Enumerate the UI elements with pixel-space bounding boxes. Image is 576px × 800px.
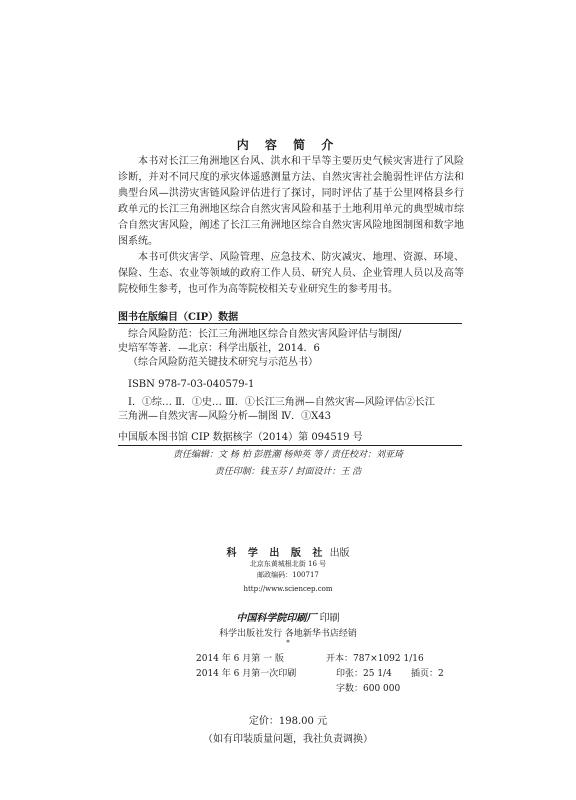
cip-bottom-rule xyxy=(118,445,462,446)
printing: 2014 年 6 月第一次印刷 xyxy=(196,669,297,679)
cip-classification-line: Ⅰ．①综… Ⅱ．①史… Ⅲ．①长江三角洲—自然灾害—风险评估②长江 xyxy=(128,397,435,408)
cip-line: 综合风险防范：长江三角洲地区综合自然灾害风险评估与制图/ xyxy=(128,329,402,340)
cip-record xyxy=(118,328,462,370)
edition-specs xyxy=(196,652,496,697)
cip-top-rule xyxy=(118,323,462,324)
price: 定价：198.00 元 xyxy=(248,716,328,727)
intro-paragraph: 本书对长江三角洲地区台风、洪水和干旱等主要历史气候灾害进行了风险诊断，并对不同尺度的承灾体遥感测量方法、自然灾害社会脆弱性评估方法和典型台风—洪涝灾害链风险评估进行了探讨，同时评估了基于公里网格县乡行政单元的长江三角洲地区综合自然灾害风险和基于土地利用单元的典型城市综合自然灾害风险，阐述了长江三角洲地区综合自然灾害风险地图制图和数字地图系统。 xyxy=(118,156,464,247)
publisher-address: 北京东黄城根北街 16 号 xyxy=(249,560,327,568)
cip-heading: 图书在版编目（CIP）数据 xyxy=(118,312,239,323)
publish-label: 出版 xyxy=(329,548,350,559)
cip-line: （综合风险防范关键技术研究与示范丛书） xyxy=(128,357,318,368)
sheets: 印张：25 1/4 xyxy=(336,669,392,679)
editor-credits: 责任编辑：文 杨 柏 彭胜潮 杨帅英 等 / 责任校对：刘亚琦 xyxy=(172,450,404,460)
publisher-name: 科 学 出 版 社 xyxy=(226,548,327,559)
spec-row xyxy=(196,667,496,682)
word-count: 字数：600 000 xyxy=(336,684,401,694)
edition: 2014 年 6 月第 一 版 xyxy=(196,654,284,664)
printer-line xyxy=(0,609,576,624)
cip-classification xyxy=(118,396,462,424)
inserts: 插页：2 xyxy=(411,669,444,679)
publisher-line xyxy=(0,544,576,559)
cip-line: 史培军等著．—北京：科学出版社，2014．6 xyxy=(118,343,320,354)
intro-title: 内 容 简 介 xyxy=(236,138,340,152)
production-credits: 责任印制：钱玉芬 / 封面设计：王 浩 xyxy=(214,467,362,477)
spec-row xyxy=(196,682,496,697)
distribution: 科学出版社发行 各地新华书店经销 xyxy=(219,629,357,639)
cip-record-number: 中国版本图书馆 CIP 数据核字（2014）第 094519 号 xyxy=(118,432,363,443)
printer-name: 中国科学院印刷厂 xyxy=(236,613,317,624)
isbn: ISBN 978-7-03-040579-1 xyxy=(128,379,255,390)
publisher-postcode: 邮政编码：100717 xyxy=(257,571,319,579)
publisher-website: http://www.sciencep.com xyxy=(243,585,333,593)
quality-notice: （如有印装质量问题，我社负责调换） xyxy=(203,734,373,745)
intro-paragraph: 本书可供灾害学、风险管理、应急技术、防灾减灾、地理、资源、环境、保险、生态、农业等领域的政府工作人员、研究人员、企业管理人员以及高等院校师生参考，也可作为高等院校相关专业研究生的参考用书。 xyxy=(118,252,464,295)
printer-label: 印刷 xyxy=(319,613,340,624)
intro-text xyxy=(118,154,464,298)
spec-row xyxy=(196,652,496,667)
format: 开本：787×1092 1/16 xyxy=(326,654,424,664)
cip-classification-line: 三角洲—自然灾害—风险分析—制图 Ⅳ．①X43 xyxy=(118,411,332,422)
separator-star: * xyxy=(286,639,290,647)
